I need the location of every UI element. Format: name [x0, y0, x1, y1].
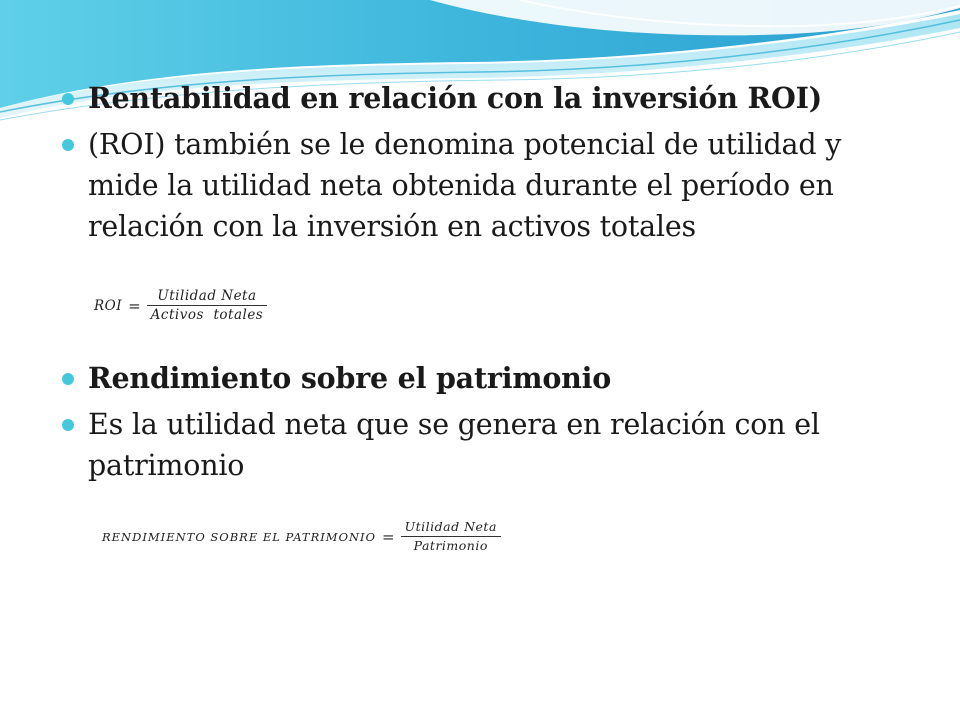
bullet-text: Rentabilidad en relación con la inversión ROI) [88, 81, 822, 115]
bullet-dot-icon [62, 93, 74, 105]
bullet-text: Es la utilidad neta que se genera en relación con el patrimonio [88, 408, 820, 482]
formula-numerator: Utilidad Neta [157, 288, 257, 304]
slide-content [60, 78, 920, 555]
bullet-dot-icon [62, 419, 74, 431]
formula-denominator: Patrimonio [413, 538, 488, 553]
bullet-roi-heading [60, 78, 920, 119]
formula-equals: = [382, 527, 395, 546]
bullet-text: (ROI) también se le denomina potencial de utilidad y mide la utilidad neta obtenida durante el período en relación con la inversión en activos totales [88, 128, 842, 243]
formula-patrimonio [102, 518, 920, 555]
formula-equals: = [128, 296, 141, 315]
bullet-text: Rendimiento sobre el patrimonio [88, 361, 612, 395]
bullet-patrimonio-description [60, 404, 920, 486]
bullet-patrimonio-heading [60, 358, 920, 399]
bullet-dot-icon [62, 373, 74, 385]
formula-fraction [401, 518, 501, 555]
formula-denominator: Activos totales [150, 307, 264, 323]
formula-roi [94, 287, 920, 324]
formula-fraction [147, 287, 268, 324]
formula-numerator: Utilidad Neta [404, 519, 497, 534]
formula-lhs: ROI [94, 297, 123, 314]
bullet-roi-description [60, 124, 920, 247]
formula-lhs: RENDIMIENTO SOBRE EL PATRIMONIO [102, 529, 377, 544]
bullet-dot-icon [62, 139, 74, 151]
